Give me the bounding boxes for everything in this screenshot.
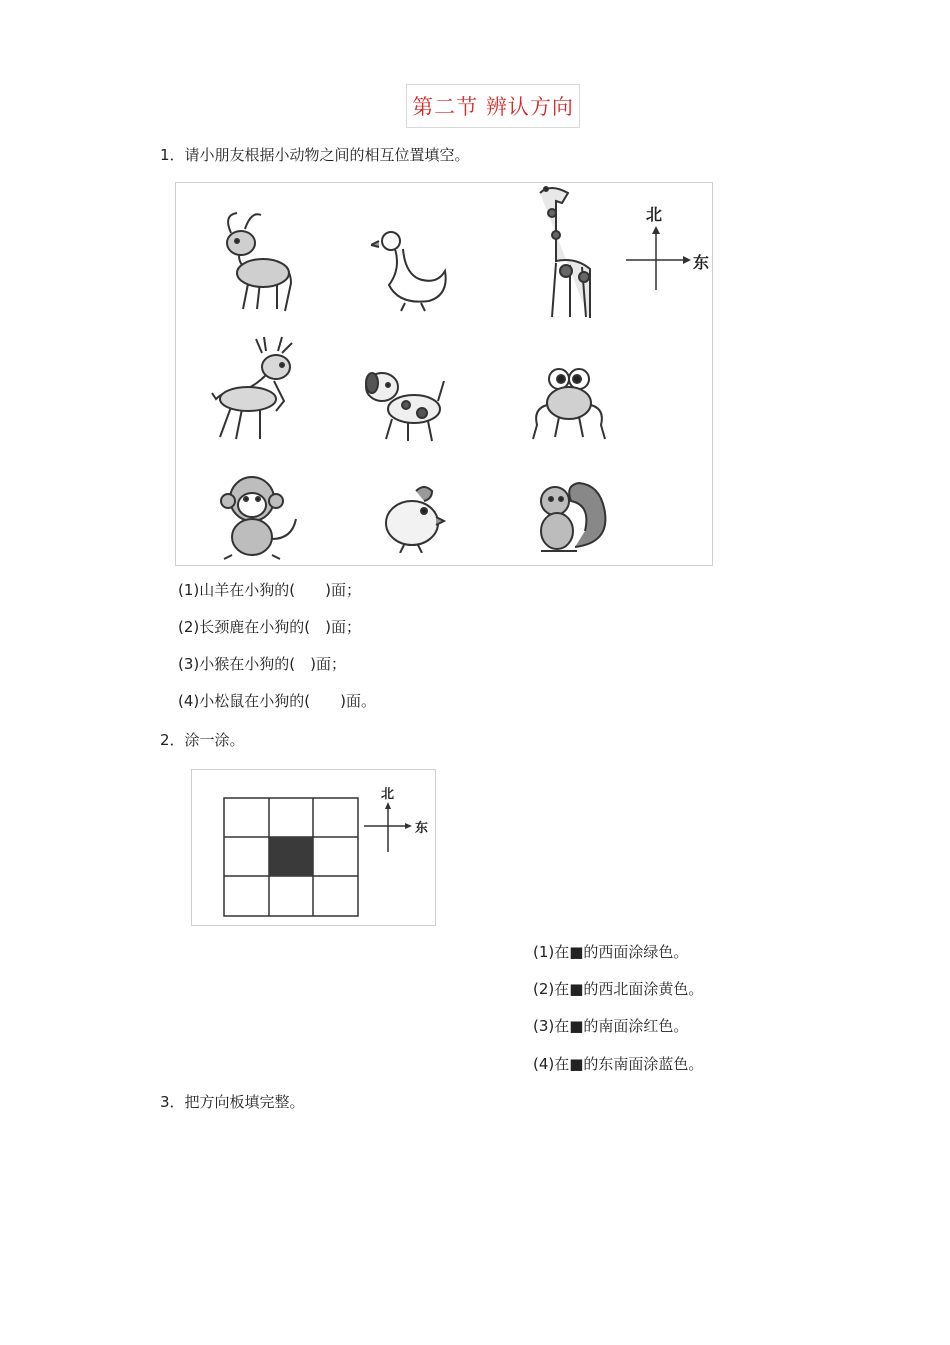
east-arrow-icon — [683, 256, 691, 264]
grid-svg — [192, 770, 435, 925]
title-box — [406, 84, 580, 128]
compass-east-label: 东 — [693, 253, 710, 272]
question-2-prompt: 2．涂一涂。 — [160, 731, 245, 749]
goat-icon — [201, 203, 301, 313]
squirrel-icon — [531, 477, 611, 557]
q1-item-4: (4)小松鼠在小狗的( )面。 — [178, 692, 376, 710]
chicken-icon — [376, 483, 446, 553]
compass-north-label: 北 — [646, 205, 663, 224]
q2-item-4: (4)在■的东南面涂蓝色。 — [533, 1055, 704, 1073]
north-arrow-icon — [652, 226, 660, 234]
compass-1 — [621, 198, 716, 293]
q2-item-1: (1)在■的西面涂绿色。 — [533, 943, 689, 961]
grid-compass-east-label: 东 — [415, 821, 429, 836]
grid-compass-north-label: 北 — [381, 787, 395, 802]
frog-icon — [531, 365, 611, 445]
q2-item-3: (3)在■的南面涂红色。 — [533, 1017, 689, 1035]
grid-figure — [191, 769, 436, 926]
page-title: 第二节 辨认方向 — [412, 95, 574, 119]
deer-icon — [204, 335, 309, 443]
grid-east-arrow-icon — [405, 823, 412, 829]
question-1-prompt: 1．请小朋友根据小动物之间的相互位置填空。 — [160, 146, 470, 164]
q1-item-2: (2)长颈鹿在小狗的( )面； — [178, 618, 361, 636]
grid-north-arrow-icon — [385, 802, 391, 809]
goose-icon — [371, 223, 451, 313]
dog-icon — [358, 365, 448, 445]
q2-item-2: (2)在■的西北面涂黄色。 — [533, 980, 704, 998]
q1-item-1: (1)山羊在小狗的( )面； — [178, 581, 361, 599]
animal-figure — [175, 182, 713, 566]
monkey-icon — [216, 473, 306, 561]
q1-item-3: (3)小猴在小狗的( )面； — [178, 655, 346, 673]
question-3-prompt: 3．把方向板填完整。 — [160, 1093, 305, 1111]
grid-center-cell — [269, 837, 313, 876]
giraffe-icon — [526, 183, 601, 318]
